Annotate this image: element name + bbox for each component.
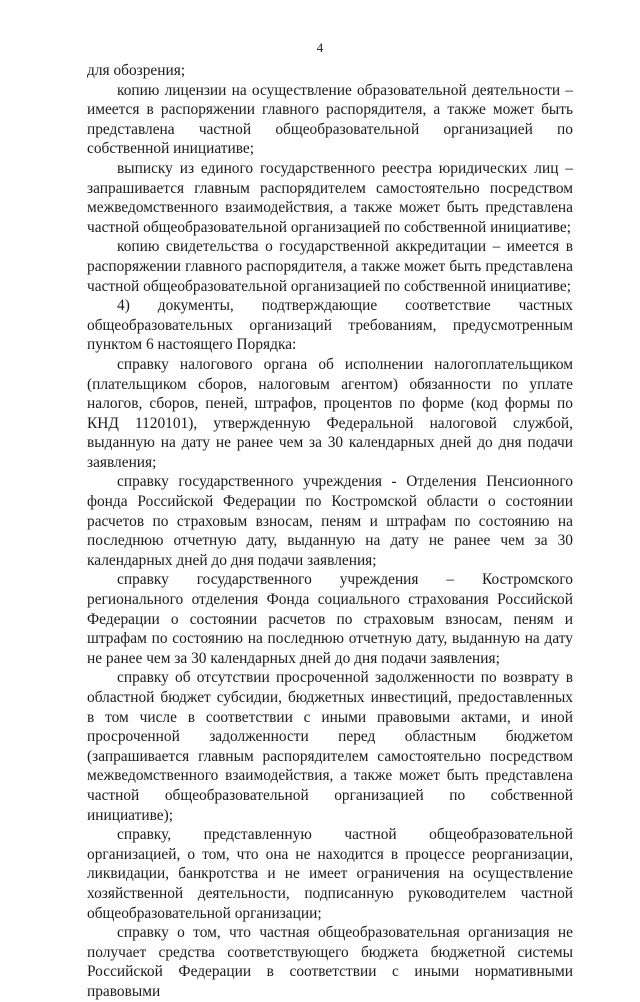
paragraph-pension-fund-certificate: справку государственного учреждения - Отделения Пенсионного фонда Российской Федерации по Костромской области о состоянии расчетов по страховым взносам, пеням и штрафам по состоянию на последнюю отчетную дату, выданную на дату не ранее чем за 30 календарных дней до дня подачи заявления; bbox=[87, 473, 573, 569]
paragraph-tax-certificate: справку налогового органа об исполнении налогоплательщиком (плательщиком сборов, налоговым агентом) обязанности по уплате налогов, сборов, пеней, штрафов, процентов по форме (код формы по КНД 1120101), утвержденную Федеральной налоговой службой, выданную на дату не ранее чем за 30 календарных дней до дня подачи заявления; bbox=[87, 355, 573, 471]
paragraph-no-budget-funds-certificate: справку о том, что частная общеобразовательная организация не получает средства соответствующего бюджета бюджетной системы Российской Федерации в соответствии с иными нормативными правовыми bbox=[87, 924, 573, 1000]
paragraph-item-4: 4) документы, подтверждающие соответствие частных общеобразовательных организаций требованиям, предусмотренным пунктом 6 настоящего Порядка: bbox=[87, 297, 573, 354]
paragraph-registry-extract: выписку из единого государственного реестра юридических лиц – запрашивается главным распорядителем самостоятельно посредством межведомственного взаимодействия, а также может быть представлена частной общеобразовательной организацией по собственной инициативе; bbox=[87, 159, 573, 236]
paragraph-license-copy: копию лицензии на осуществление образовательной деятельности – имеется в распоряжении главного распорядителя, а также может быть представлена частной общеобразовательной организацией по собственной инициативе; bbox=[87, 81, 573, 158]
page-number: 4 bbox=[316, 40, 324, 55]
paragraph-accreditation-copy: копию свидетельства о государственной аккредитации – имеется в распоряжении главного распорядителя, а также может быть представлена частной общеобразовательной организацией по собственной инициативе; bbox=[87, 238, 573, 295]
paragraph-social-insurance-certificate: справку государственного учреждения – Костромского регионального отделения Фонда социального страхования Российской Федерации о состоянии расчетов по страховым взносам, пеням и штрафам по состоянию на последнюю отчетную дату, выданную на дату не ранее чем за 30 календарных дней до дня подачи заявления; bbox=[87, 571, 573, 667]
paragraph-continuation: для обозрения; bbox=[87, 62, 186, 79]
paragraph-no-debt-certificate: справку об отсутствии просроченной задолженности по возврату в областной бюджет субсидии, бюджетных инвестиций, предоставленных в том числе в соответствии с иными правовыми актами, и иной просроченной задолженности перед областным бюджетом (запрашивается главным распорядителем самостоятельно посредством межведомственного взаимодействия, а также может быть представлена частной общеобразовательной организацией по собственной инициативе); bbox=[87, 669, 573, 824]
document-body bbox=[87, 61, 573, 1002]
paragraph-no-reorganization-certificate: справку, представленную частной общеобразовательной организацией, о том, что она не находится в процессе реорганизации, ликвидации, банкротства и не имеет ограничения на осуществление хозяйственной деятельности, подписанную руководителем частной общеобразовательной организации; bbox=[87, 826, 573, 922]
